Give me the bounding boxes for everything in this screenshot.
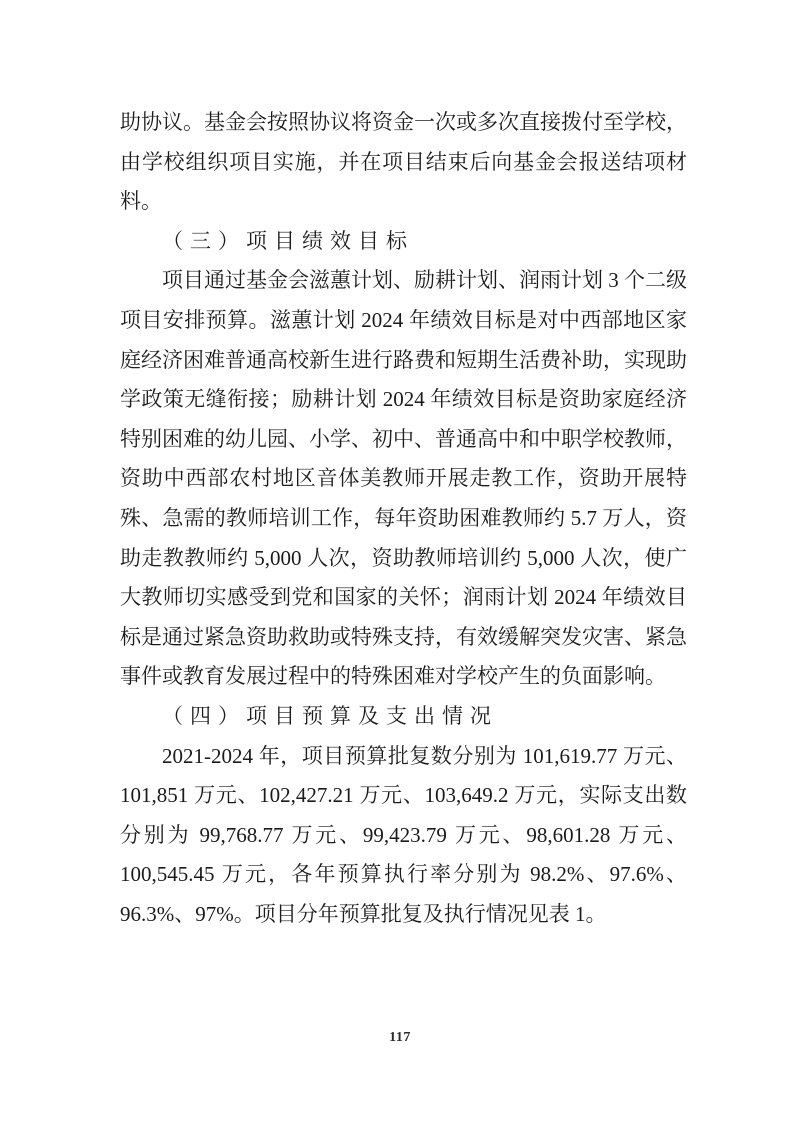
document-text-block (120, 103, 687, 934)
section-heading-4-budget-expenditure: （四）项目预算及支出情况 (162, 703, 498, 728)
body-paragraph-continuation: 助协议。基金会按照协议将资金一次或多次直接拨付至学校，由学校组织项目实施，并在项目结束后向基金会报送结项材料。 (120, 110, 687, 214)
page-number: 117 (389, 1030, 411, 1045)
body-paragraph-budget-expenditure: 2021-2024 年，项目预算批复数分别为 101,619.77 万元、101,851 万元、102,427.21 万元、103,649.2 万元，实际支出数分别为 99,768.77 万元、99,423.79 万元、98,601.28 万元、100,545.45 万元，各年预算执行率分别为 98.2%、97.6%、96.3%、97%。项目分年预算批复及执行情况见表 1。 (120, 743, 687, 926)
body-paragraph-performance-goals: 项目通过基金会滋蕙计划、励耕计划、润雨计划 3 个二级项目安排预算。滋蕙计划 2024 年绩效目标是对中西部地区家庭经济困难普通高校新生进行路费和短期生活费补助，实现助学政策无缝衔接；励耕计划 2024 年绩效目标是资助家庭经济特别困难的幼儿园、小学、初中、普通高中和中职学校教师，资助中西部农村地区音体美教师开展走教工作，资助开展特殊、急需的教师培训工作，每年资助困难教师约 5.7 万人，资助走教教师约 5,000 人次，资助教师培训约 5,000 人次，使广大教师切实感受到党和国家的关怀；润雨计划 2024 年绩效目标是通过紧急资助救助或特殊支持，有效缓解突发灾害、紧急事件或教育发展过程中的特殊困难对学校产生的负面影响。 (120, 268, 687, 689)
section-heading-3-performance-goals: （三）项目绩效目标 (162, 228, 414, 253)
